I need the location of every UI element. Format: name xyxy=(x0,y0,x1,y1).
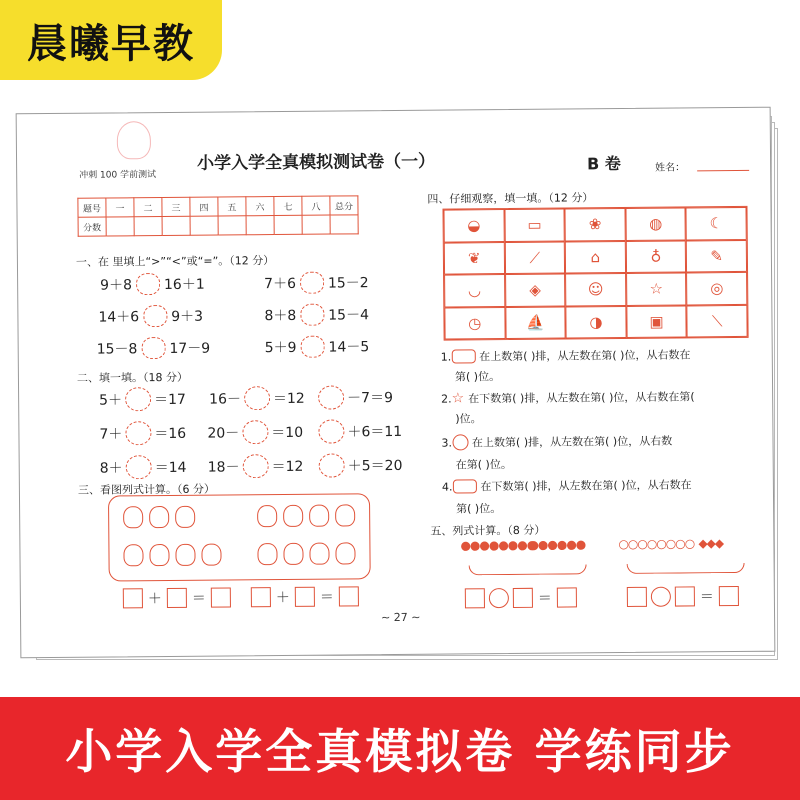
mascot-icon xyxy=(117,121,151,159)
star-icon: ☆ xyxy=(451,390,465,407)
bear-icon xyxy=(201,544,221,566)
grid-cell xyxy=(566,305,627,338)
fruit-cluster-icon: ◆◆◆ xyxy=(698,536,724,551)
expr-right: 15－4 xyxy=(328,307,370,324)
bear-icon xyxy=(309,505,329,527)
clock-icon: ◷ xyxy=(468,313,482,333)
answer-flower[interactable] xyxy=(300,272,324,294)
expr-right: 9＋3 xyxy=(171,308,204,325)
equals-sign: ＝ xyxy=(537,590,552,607)
fill-pre: 16－ xyxy=(209,391,242,408)
score-header-cell: 二 xyxy=(134,198,162,217)
moon-icon: ☾ xyxy=(709,214,724,233)
score-cell xyxy=(274,215,302,234)
feather-icon: ⟋ xyxy=(529,248,541,267)
answer-circle[interactable] xyxy=(242,420,268,444)
banner-text: 小学入学全真模拟卷 学练同步 xyxy=(65,725,735,780)
section4-title: 四、仔细观察，填一填。（12 分） xyxy=(427,191,594,206)
pencil-icon: ✎ xyxy=(710,246,723,265)
promo-banner xyxy=(0,697,800,800)
name-blank xyxy=(697,170,749,171)
answer-circle[interactable] xyxy=(319,453,345,477)
score-cell xyxy=(190,216,218,235)
answer-circle[interactable] xyxy=(318,385,344,409)
equals-sign: ＝ xyxy=(699,589,714,606)
answer-box[interactable] xyxy=(211,587,231,607)
question-3-tail: 在第( )位。 xyxy=(455,457,512,472)
grid-cell xyxy=(565,208,626,241)
fill-item xyxy=(209,386,305,411)
score-cell xyxy=(246,216,274,235)
fill-item xyxy=(100,455,187,480)
section1-title: 一、在 里填上“>”“<”或“=”。（12 分） xyxy=(75,254,275,269)
score-header-cell: 总分 xyxy=(330,196,358,215)
bear-icon xyxy=(309,543,329,565)
grid-cell xyxy=(443,209,504,242)
question-3 xyxy=(441,433,672,451)
score-header-cell: 六 xyxy=(246,197,274,216)
answer-box[interactable] xyxy=(167,588,187,608)
grid-cell xyxy=(504,241,565,274)
equation-boxes-5a xyxy=(463,587,579,608)
fill-post: ＝14 xyxy=(154,459,187,477)
fill-post: ＝12 xyxy=(271,458,304,476)
apple-icon: ◎ xyxy=(710,279,724,298)
score-cell xyxy=(134,217,162,236)
bag-icon: ▣ xyxy=(649,312,664,331)
operator-circle[interactable] xyxy=(651,587,671,607)
grid-cell xyxy=(686,239,747,272)
grid-cell xyxy=(686,272,747,305)
brace-icon xyxy=(469,564,587,575)
answer-box[interactable] xyxy=(557,587,577,607)
bear-icon xyxy=(149,506,169,528)
score-header-cell: 四 xyxy=(190,197,218,216)
grid-cell xyxy=(626,305,687,338)
banana-icon: ◡ xyxy=(467,281,482,300)
apple-icon: ◍ xyxy=(649,214,663,234)
answer-box[interactable] xyxy=(627,587,647,607)
bear-icon xyxy=(283,543,303,565)
score-table-row xyxy=(78,215,358,236)
bear-icon xyxy=(257,543,277,565)
answer-circle[interactable] xyxy=(242,454,268,478)
brace-icon xyxy=(627,563,745,574)
bear-icon xyxy=(123,544,143,566)
grid-cell xyxy=(687,304,748,337)
name-label: 姓名： xyxy=(655,162,686,174)
expr-left: 5＋9 xyxy=(264,339,297,357)
bag-icon xyxy=(452,434,468,450)
boat-icon: ⛵ xyxy=(525,313,545,332)
score-cell xyxy=(162,216,190,235)
paper-subtitle: 冲刺 100 学前测试 xyxy=(79,170,157,181)
compare-item xyxy=(264,303,369,326)
section2-title: 二、填一填。（18 分） xyxy=(76,370,189,385)
answer-flower[interactable] xyxy=(136,273,160,295)
score-header-cell: 八 xyxy=(302,196,330,215)
fill-item xyxy=(315,419,402,444)
equals-sign: ＝ xyxy=(319,589,334,606)
compare-item xyxy=(264,271,369,294)
brand-badge xyxy=(0,0,222,80)
score-cell xyxy=(218,216,246,235)
operator-circle[interactable] xyxy=(489,588,509,608)
bear-icon xyxy=(175,506,195,528)
question-text: 在下数第( )排，从左数在第( )位，从右数在第( xyxy=(468,390,695,406)
answer-circle[interactable] xyxy=(125,387,151,411)
fill-pre: 18－ xyxy=(207,459,240,476)
fill-item xyxy=(99,387,186,412)
equation-boxes-right xyxy=(249,586,361,607)
robot-icon: ◈ xyxy=(529,280,541,300)
question-number: 2. xyxy=(441,392,452,406)
answer-flower[interactable] xyxy=(300,304,324,326)
fill-post: ＝17 xyxy=(153,391,186,409)
answer-box[interactable] xyxy=(513,588,533,608)
expr-left: 8＋8 xyxy=(264,307,297,325)
compare-item xyxy=(97,337,211,360)
expr-left: 14＋6 xyxy=(98,309,140,326)
section3-title: 三、看图列式计算。（6 分） xyxy=(77,482,215,497)
score-header-cell: 五 xyxy=(218,197,246,216)
question-text: 在下数第( )排，从左数在第( )位，从右数在 xyxy=(480,478,692,494)
paper-variant: B 卷 xyxy=(587,154,621,174)
grid-cell xyxy=(626,272,687,305)
fill-item xyxy=(208,454,304,479)
expr-right: 14－5 xyxy=(328,339,370,356)
grid-cell xyxy=(625,207,686,240)
bear-icon xyxy=(123,506,143,528)
question-1 xyxy=(441,346,691,364)
grid-cell xyxy=(444,274,505,307)
bear-icon xyxy=(257,505,277,527)
pear-icon: ♁ xyxy=(650,247,662,266)
fill-pre: 7＋ xyxy=(99,426,123,443)
grid-cell xyxy=(444,307,505,340)
answer-circle[interactable] xyxy=(318,419,344,443)
score-table xyxy=(77,195,358,236)
bear-icon xyxy=(335,542,355,564)
star-icon: ☆ xyxy=(649,279,664,299)
answer-flower[interactable] xyxy=(141,337,165,359)
bear-icon xyxy=(149,544,169,566)
fill-post: －7＝9 xyxy=(347,390,394,407)
fruit-cluster-icon: ○○○○○○○○ xyxy=(618,536,695,552)
equation-boxes-left xyxy=(121,587,233,608)
score-cell xyxy=(106,217,134,236)
expr-left: 9＋8 xyxy=(100,277,133,294)
compare-item xyxy=(100,273,205,296)
grid-cell xyxy=(504,209,565,242)
leaf-icon xyxy=(452,479,476,493)
bear-icon xyxy=(335,504,355,526)
bottle-icon: ⌂ xyxy=(590,247,601,267)
bear-icon xyxy=(175,544,195,566)
compare-item xyxy=(98,305,203,328)
page-number: ~ 27 ~ xyxy=(380,610,421,625)
grid-cell xyxy=(505,306,566,339)
expr-left: 15－8 xyxy=(96,341,138,358)
fill-item xyxy=(316,453,403,478)
fill-pre: 20－ xyxy=(207,425,240,442)
equation-boxes-5b xyxy=(625,586,741,607)
question-1-tail: 第( )位。 xyxy=(454,370,501,384)
grid-cell xyxy=(505,274,566,307)
expr-right: 15－2 xyxy=(327,275,369,292)
fruit-cluster-icon: ●●●●●●●● xyxy=(460,537,537,553)
tank-icon: ▭ xyxy=(527,215,542,235)
grid-cell xyxy=(626,240,687,273)
question-text: 在上数第( )排，从左数在第( )位，从右数在 xyxy=(479,348,691,364)
question-number: 4. xyxy=(441,480,453,494)
expr-left: 7＋6 xyxy=(264,275,297,293)
answer-box[interactable] xyxy=(123,588,143,608)
answer-box[interactable] xyxy=(465,588,485,608)
bear-icon: ❀ xyxy=(588,215,602,234)
fill-post: ＋6＝11 xyxy=(347,423,403,441)
question-4 xyxy=(442,476,692,494)
score-cell xyxy=(330,215,358,234)
score-header-cell: 题号 xyxy=(78,198,106,217)
fill-item xyxy=(99,421,186,446)
grid-cell xyxy=(444,242,505,275)
plus-sign: ＋ xyxy=(147,591,162,608)
score-cell xyxy=(302,215,330,234)
score-header-cell: 七 xyxy=(274,196,302,215)
teapot-icon: ◑ xyxy=(589,312,603,332)
question-2 xyxy=(441,388,695,406)
expr-right: 17－9 xyxy=(169,340,211,357)
grid-cell xyxy=(686,207,747,240)
answer-box[interactable] xyxy=(675,586,695,606)
grid-cell xyxy=(565,273,626,306)
score-row-label: 分数 xyxy=(78,217,106,236)
question-number: 1. xyxy=(440,350,452,364)
plus-sign: ＋ xyxy=(275,589,290,607)
score-header-cell: 三 xyxy=(162,197,190,216)
answer-box[interactable] xyxy=(295,587,315,607)
answer-circle[interactable] xyxy=(125,421,151,445)
section5-title: 五、列式计算。（8 分） xyxy=(430,523,546,538)
compare-item xyxy=(265,335,370,358)
grid-cell xyxy=(565,240,626,273)
picture-grid xyxy=(442,206,748,341)
fill-post: ＋5＝20 xyxy=(347,457,403,475)
brand-name: 晨曦早教 xyxy=(27,20,195,67)
fill-post: ＝16 xyxy=(154,425,187,443)
fill-post: ＝12 xyxy=(272,390,305,408)
answer-circle[interactable] xyxy=(126,455,152,479)
pepper-icon: ◒ xyxy=(467,216,481,235)
fruit-cluster-icon: ●●●●●● xyxy=(528,537,586,552)
answer-circle[interactable] xyxy=(244,386,270,410)
bear-icon xyxy=(283,505,303,527)
answer-box[interactable] xyxy=(339,586,359,606)
question-number: 3. xyxy=(441,436,453,450)
score-table-header xyxy=(78,196,358,217)
question-2-tail: )位。 xyxy=(455,412,482,426)
bear-picture-box xyxy=(108,493,371,581)
brush-icon: ⟍ xyxy=(711,311,723,330)
fill-post: ＝10 xyxy=(271,424,304,442)
question-text: 在上数第( )排，从左数在第( )位，从右数 xyxy=(471,434,673,450)
answer-flower[interactable] xyxy=(143,305,167,327)
expr-right: 16＋1 xyxy=(163,276,205,294)
fill-item xyxy=(315,385,393,410)
fill-item xyxy=(207,420,303,445)
tank-icon xyxy=(451,349,475,363)
equals-sign: ＝ xyxy=(191,590,206,607)
fill-pre: 8＋ xyxy=(99,460,123,477)
doll-icon: ☺ xyxy=(587,280,604,299)
score-header-cell: 一 xyxy=(106,198,134,217)
answer-box[interactable] xyxy=(719,586,739,606)
test-paper xyxy=(16,107,776,659)
question-4-tail: 第( )位。 xyxy=(456,502,502,516)
leaf-icon: ❦ xyxy=(467,249,481,268)
answer-flower[interactable] xyxy=(300,336,324,358)
answer-box[interactable] xyxy=(251,587,271,607)
fill-pre: 5＋ xyxy=(99,392,123,409)
paper-title: 小学入学全真模拟测试卷（一） xyxy=(196,151,436,174)
